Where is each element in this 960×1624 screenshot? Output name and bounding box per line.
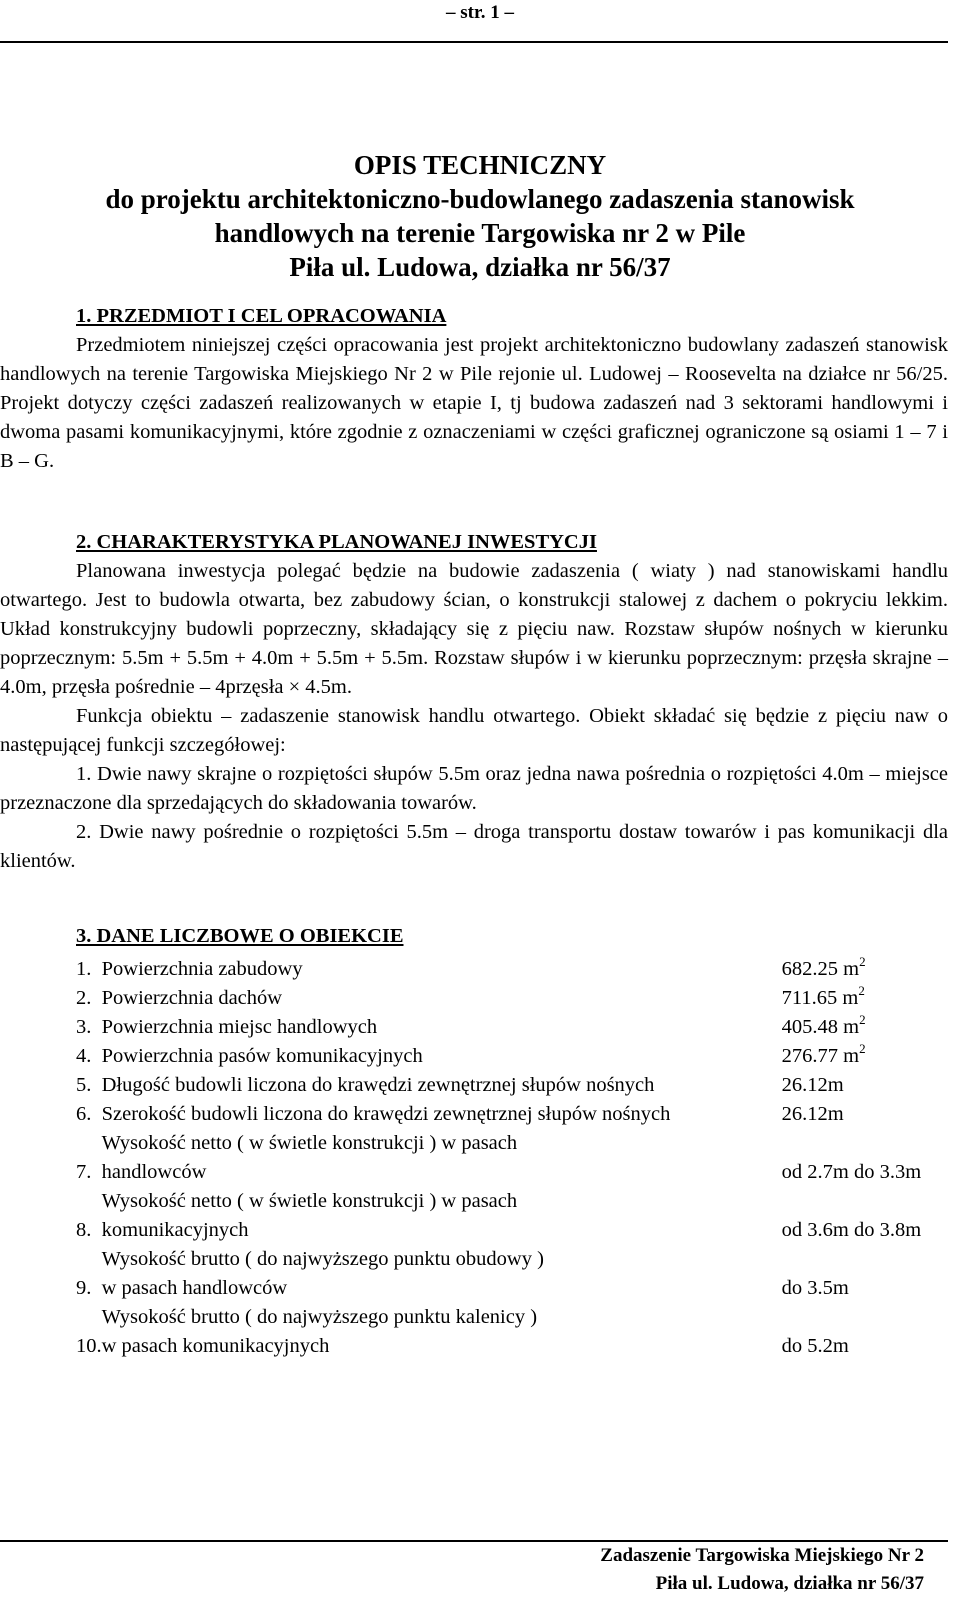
- footer-line-1: Zadaszenie Targowiska Miejskiego Nr 2: [600, 1545, 924, 1566]
- row-label: Szerokość budowli liczona do krawędzi zewnętrznej słupów nośnych: [101, 1103, 671, 1125]
- row-value: 682.25 $m^2$: [781, 954, 866, 980]
- table-row: [76, 1129, 921, 1187]
- section-1-heading: 1. PRZEDMIOT I CEL OPRACOWANIA: [76, 305, 447, 327]
- numeric-data-table: [76, 955, 921, 1361]
- row-number: 5.: [76, 1074, 92, 1096]
- section-1-paragraph: Przedmiotem niniejszej części opracowania jest projekt architektoniczno budowlany zadaszeń stanowisk handlowych na terenie Targowiska Miejskiego Nr 2 w Pile rejonie ul. Ludowej – Roosevelta na działce nr 56/25. Projekt dotyczy części zadaszeń realizowanych w etapie I, tj budowa zadaszeń nad 3 sektorami handlowymi i dwoma pasami komunikacyjnymi, które zgodnie z oznaczeniami w części graficznej ograniczone są osiami 1 – 7 i B – G.: [0, 334, 948, 472]
- section-2-heading: 2. CHARAKTERYSTYKA PLANOWANEJ INWESTYCJI: [76, 531, 597, 553]
- row-label: Powierzchnia dachów: [101, 987, 283, 1009]
- row-number: 10.: [76, 1335, 102, 1357]
- title-line-3: handlowych na terenie Targowiska nr 2 w Pile: [214, 218, 746, 248]
- section-2-paragraph-1: Planowana inwestycja polegać będzie na budowie zadaszenia ( wiaty ) nad stanowiskami handlu otwartego. Jest to budowla otwarta, bez zabudowy ścian, o konstrukcji stalowej z dachem o pokryciu lekkim. Układ konstrukcyjny budowli poprzeczny, składający się z pięciu naw. Rozstaw słupów nośnych w kierunku poprzecznym: 5.5m + 5.5m + 4.0m + 5.5m + 5.5m. Rozstaw słupów i w kierunku poprzecznym: przęsła skrajne – 4.0m, przęsła pośrednie – 4przęsła × 4.5m.: [0, 560, 948, 698]
- title-line-1: OPIS TECHNICZNY: [353, 150, 607, 180]
- table-row: [76, 955, 921, 984]
- section-3-heading-wrap: [0, 922, 948, 951]
- table-row: [76, 1013, 921, 1042]
- row-number: 6.: [76, 1103, 92, 1125]
- section-2-paragraph-3: 1. Dwie nawy skrajne o rozpiętości słupów 5.5m oraz jedna nawa pośrednia o rozpiętości 4.0m – miejsce przeznaczone dla sprzedających do składowania towarów.: [0, 763, 948, 814]
- row-label: Powierzchnia miejsc handlowych: [101, 1016, 378, 1038]
- row-value: od 3.6m do 3.8m: [781, 1219, 922, 1241]
- table-row: [76, 1303, 921, 1361]
- row-label: Długość budowli liczona do krawędzi zewnętrznej słupów nośnych: [101, 1074, 655, 1096]
- row-value: do 3.5m: [781, 1277, 849, 1299]
- unit-exponent: 2: [859, 954, 866, 969]
- row-label: Powierzchnia zabudowy: [101, 958, 303, 980]
- row-number: 8.: [76, 1219, 92, 1241]
- section-2: [0, 528, 948, 876]
- unit-exponent: 2: [859, 1012, 866, 1027]
- row-value: od 2.7m do 3.3m: [781, 1161, 922, 1183]
- row-value: 405.48 $m^2$: [781, 1012, 866, 1038]
- row-number: 7.: [76, 1161, 92, 1183]
- row-value: do 5.2m: [781, 1335, 849, 1357]
- table-row: [76, 984, 921, 1013]
- table-row: [76, 1100, 921, 1129]
- document-title: [0, 148, 960, 284]
- page-number-header: – str. 1 –: [446, 2, 514, 23]
- header-rule: [0, 41, 948, 43]
- row-number: 4.: [76, 1045, 92, 1067]
- unit-exponent: 2: [858, 983, 865, 998]
- row-label: Wysokość netto ( w świetle konstrukcji ) w pasach komunikacyjnych: [101, 1190, 518, 1241]
- page-footer: [600, 1542, 924, 1598]
- row-value: 26.12m: [781, 1074, 844, 1096]
- row-label: Wysokość netto ( w świetle konstrukcji ) w pasach handlowców: [101, 1132, 518, 1183]
- section-2-paragraph-2: Funkcja obiektu – zadaszenie stanowisk handlu otwartego. Obiekt składać się będzie z pięciu naw o następującej funkcji szczegółowej:: [0, 705, 948, 756]
- section-1: [0, 302, 948, 476]
- footer-line-2: Piła ul. Ludowa, działka nr 56/37: [655, 1573, 924, 1594]
- table-row: [76, 1245, 921, 1303]
- row-number: 9.: [76, 1277, 92, 1299]
- row-label: Wysokość brutto ( do najwyższego punktu kalenicy ) w pasach komunikacyjnych: [101, 1306, 538, 1357]
- section-2-paragraph-4: 2. Dwie nawy pośrednie o rozpiętości 5.5m – droga transportu dostaw towarów i pas komunikacji dla klientów.: [0, 821, 948, 872]
- unit-exponent: 2: [859, 1041, 866, 1056]
- row-value: 26.12m: [781, 1103, 844, 1125]
- row-label: Wysokość brutto ( do najwyższego punktu obudowy ) w pasach handlowców: [101, 1248, 544, 1299]
- row-value: 711.65 $m^2$: [781, 983, 865, 1009]
- row-label: Powierzchnia pasów komunikacyjnych: [101, 1045, 423, 1067]
- row-number: 2.: [76, 987, 92, 1009]
- title-line-4: Piła ul. Ludowa, działka nr 56/37: [289, 252, 671, 282]
- row-value: 276.77 $m^2$: [781, 1041, 866, 1067]
- title-line-2: do projektu architektoniczno-budowlanego zadaszenia stanowisk: [105, 184, 855, 214]
- row-number: 1.: [76, 958, 92, 980]
- table-row: [76, 1071, 921, 1100]
- table-row: [76, 1042, 921, 1071]
- row-number: 3.: [76, 1016, 92, 1038]
- table-row: [76, 1187, 921, 1245]
- section-3-heading: 3. DANE LICZBOWE O OBIEKCIE: [76, 925, 404, 947]
